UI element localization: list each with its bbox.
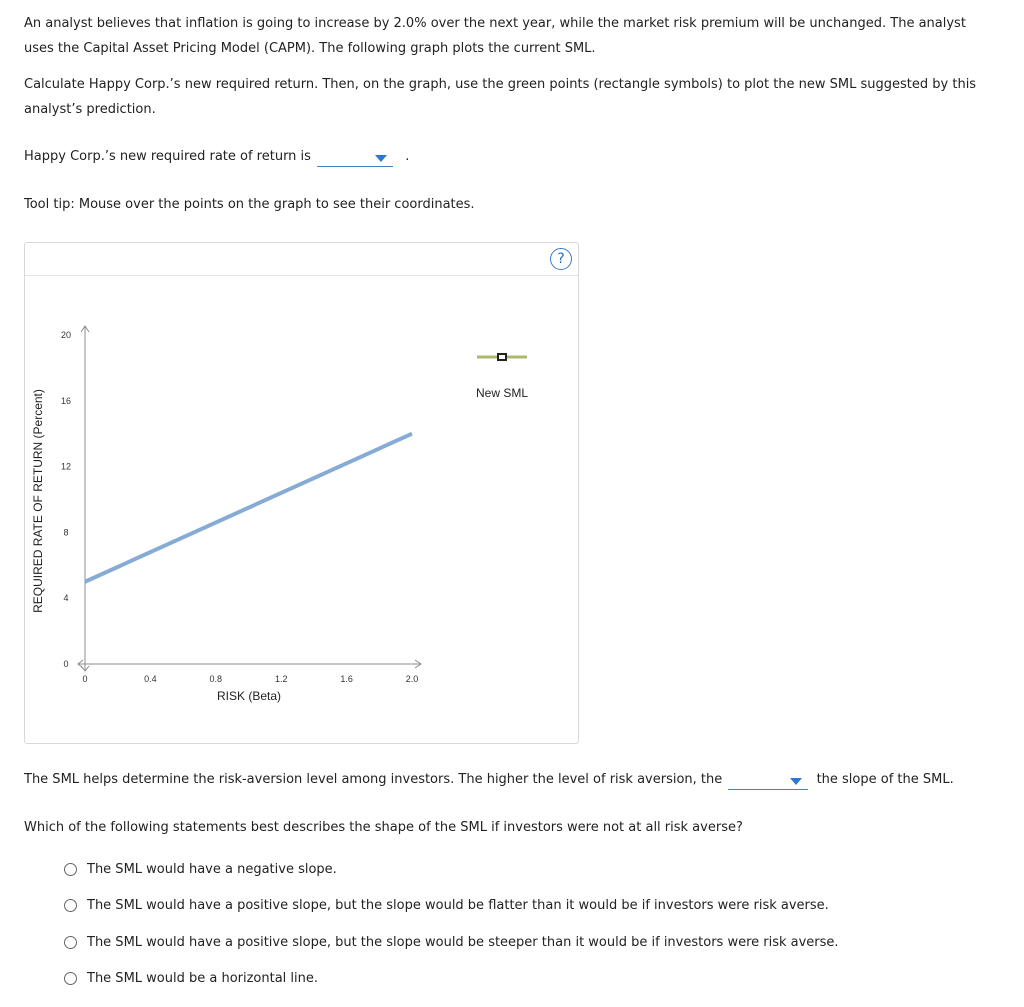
question-shape-text: Which of the following statements best describes the shape of the SML if investors were not at all risk averse? [24, 820, 743, 835]
new-sml-rectangle-marker-icon[interactable] [498, 354, 506, 360]
option-label: The SML would be a horizontal line. [87, 970, 319, 986]
option-negative-slope[interactable] [64, 862, 839, 898]
question-risk-aversion [24, 770, 954, 790]
intro-text: An analyst believes that inflation is going to increase by 2.0% over the next year, while the market risk premium will be unchanged. The analyst uses the Capital Asset Pricing Model (CAPM). The following graph plots the current SML. [24, 16, 966, 56]
help-icon[interactable]: ? [550, 248, 572, 270]
tooltip-text: Tool tip: Mouse over the points on the graph to see their coordinates. [24, 197, 475, 212]
y-axis-label: REQUIRED RATE OF RETURN (Percent) [31, 389, 45, 613]
option-label: The SML would have a positive slope, but the slope would be flatter than it would be if investors were risk averse. [87, 898, 829, 914]
x-tick-label: 0.8 [209, 674, 223, 684]
option-label: The SML would have a positive slope, but the slope would be steeper than it would be if investors were risk averse. [87, 934, 839, 950]
x-tick-label: 0.4 [144, 674, 157, 684]
option-horizontal-line[interactable] [64, 971, 839, 1007]
chart-legend[interactable] [476, 354, 528, 400]
y-tick-label: 8 [63, 527, 69, 538]
y-tick-label: 20 [60, 330, 72, 340]
radio-button[interactable] [64, 899, 77, 912]
chart-series [85, 434, 412, 582]
y-tick-label: 12 [60, 461, 72, 472]
x-tick-label: 0 [82, 674, 88, 684]
question-risk-aversion-prefix: The SML helps determine the risk-aversion level among investors. The higher the level of risk aversion, the [24, 772, 723, 787]
sml-chart [25, 243, 578, 743]
chart-axes [78, 326, 421, 671]
current-sml-line [85, 434, 412, 582]
question-new-return-suffix: . [405, 149, 410, 164]
option-flatter-slope[interactable] [64, 898, 839, 934]
option-label: The SML would have a negative slope. [87, 862, 337, 877]
new-return-dropdown[interactable] [317, 150, 393, 167]
question-new-return-prefix: Happy Corp.’s new required rate of return is [24, 149, 311, 164]
radio-button[interactable] [64, 936, 77, 949]
y-tick-label: 0 [63, 659, 69, 669]
chevron-down-icon [790, 778, 802, 785]
x-tick-label: 1.2 [274, 674, 288, 684]
chevron-down-icon [375, 155, 387, 162]
x-axis-label: RISK (Beta) [216, 689, 282, 703]
x-tick-label: 1.6 [340, 674, 353, 684]
x-tick-label: 2.0 [405, 674, 419, 684]
graph-panel [24, 242, 579, 744]
answer-options [64, 862, 839, 1007]
option-steeper-slope[interactable] [64, 935, 839, 971]
question-risk-aversion-suffix: the slope of the SML. [816, 772, 954, 787]
risk-aversion-dropdown[interactable] [728, 773, 808, 790]
y-tick-label: 16 [60, 395, 72, 406]
y-tick-label: 4 [63, 593, 69, 604]
new-sml-legend-label: New SML [475, 386, 529, 400]
radio-button[interactable] [64, 972, 77, 985]
chart-ticks [61, 330, 418, 684]
instruction-text: Calculate Happy Corp.’s new required return. Then, on the graph, use the green points (rectangle symbols) to plot the new SML suggested by this analyst’s prediction. [24, 77, 977, 117]
radio-button[interactable] [64, 863, 77, 876]
question-new-return [24, 147, 409, 167]
